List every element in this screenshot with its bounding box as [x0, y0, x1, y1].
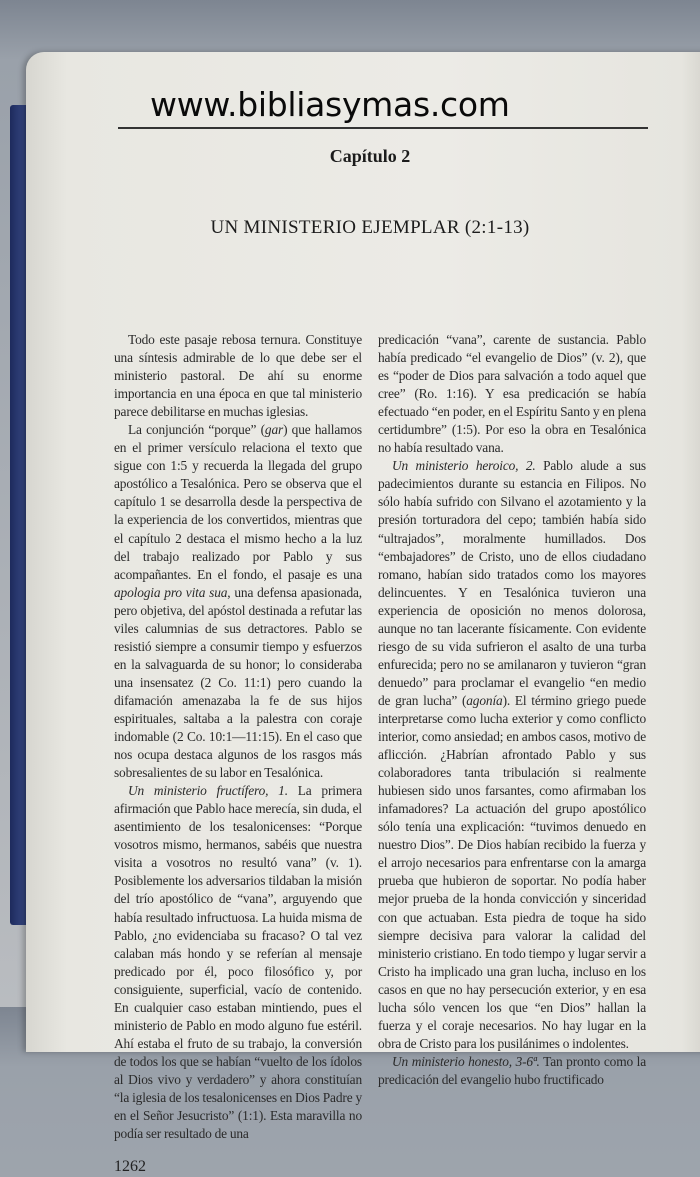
paragraph-text: ) que hallamos en el primer versículo relaciona el texto que sigue con 1:5 y recuerda la llegada del grupo apostólico a Tesalónica. Pero se observa que el capítulo 1 se desarrolla desde la perspectiva de la experiencia de los convertidos, mientras que el capítulo 2 destaca el mismo hecho a la luz del trabajo realizado por Pablo y sus acompañantes. En el fondo, el pasaje es una: [114, 422, 362, 582]
paragraph: [378, 1053, 646, 1089]
left-column-wrapper: [114, 331, 362, 1177]
chapter-heading: Capítulo 2: [329, 146, 411, 166]
website-watermark: www.bibliasymas.com: [150, 85, 510, 124]
paragraph-text: predicación “vana”, carente de sustancia. Pablo había predicado “el evangelio de Dios” (v. 2), que es “poder de Dios para salvación a todo aquel que cree” (Ro. 1:16). Y esa predicación se había efectuado “en poder, en el Espíritu Santo y en plena certidumbre” (1:5). Por eso la obra en Tesalónica no había resultado vana.: [378, 332, 646, 456]
paragraph-text: La conjunción “porque” (: [128, 422, 265, 438]
paragraph: [378, 331, 646, 457]
italic-text: Un ministerio heroico, 2.: [392, 458, 536, 474]
paragraph-text: La primera afirmación que Pablo hace merecía, sin duda, el asentimiento de los tesalonicenses: “Porque vosotros mismo, hermanos, sabéis que nuestra visita a vosotros no resultó vana” (v. 1). Posiblemente los adversarios tildaban la misión del trío apostólico de “vana”, arguyendo que había resultado infructuosa. La huida misma de Pablo, ¿no evidenciaba su fracaso? O tal vez calaban más hondo y se referían al mensaje predicado por él, poco filosófico y, por consiguiente, superficial, vacío de contenido. En cualquier caso estaban mintiendo, pues el ministerio de Pablo en modo alguno fue estéril. Ahí estaba el fruto de su trabajo, la conversión de todos los que se habían “vuelto de los ídolos al Dios vivo y verdadero” y ahora constituían “la iglesia de los tesalonicenses en Dios Padre y en el Señor Jesucristo” (1:1). Esta maravilla no podía ser resultado de una: [114, 783, 362, 1142]
paragraph-text: Tan pronto como la predicación del evangelio hubo fructificado: [378, 1053, 647, 1087]
section-title: UN MINISTERIO EJEMPLAR (2:1-13): [210, 217, 530, 238]
italic-text: Un ministerio honesto, 3-6ª.: [392, 1053, 540, 1069]
paragraph-text: , una defensa apasionada, pero objetiva, del apóstol destinada a refutar las viles calumnias de sus detractores. Pablo se resistió siempre a consumir tiempo y esfuerzos en la salvaguarda de su honor; lo consideraba una insensatez (2 Co. 11:1) pero cuando la difamación amenazaba la fe de sus hijos espirituales, saltaba a la palestra con coraje indomable (2 Co. 10:1—11:15). En el caso que nos ocupa destaca algunos de los rasgos más sobresalientes de su labor en Tesalónica.: [114, 584, 362, 781]
left-text-column: [114, 331, 362, 1143]
italic-text: agonía: [466, 692, 503, 708]
italic-text: apologia pro vita sua: [114, 584, 228, 600]
paragraph-text: ). El término griego puede interpretarse como lucha exterior y como conflicto interior, como ansiedad; en ambos casos, motivo de aflicción. ¿Habrían afrontado Pablo y sus colaboradores tanta tribulación si realmente hubiesen sido unos farsantes, como afirmaban los infamadores? La actuación del grupo apostólico sólo tenía una explicación: “tuvimos denuedo en nuestro Dios”. De Dios habían recibido la fuerza y el arrojo necesarios para enfrentarse con la amarga prueba que hubieron de soportar. No podía haber mejor prueba de la honda convicción y sinceridad con que actuaban. Esta piedra de toque ha sido siempre decisiva para valorar la calidad del ministerio cristiano. En todo tiempo y lugar servir a Cristo ha implicado una gran lucha, incluso en los casos en que no hay persecución exterior, y en esa lucha sólo vencen los que “en Dios” hallan la fuerza y el coraje necesarios. No hay lugar en la obra de Cristo para los pusilánimes o indolentes.: [378, 692, 646, 1051]
header-rule: [118, 127, 648, 129]
right-text-column: [378, 331, 646, 1089]
italic-text: Un ministerio fructífero, 1.: [128, 783, 288, 799]
paragraph: [114, 782, 362, 1143]
paragraph-text: Pablo alude a sus padecimientos durante su estancia en Filipos. No sólo había sufrido con Silvano el azotamiento y la presión torturadora del cepo; también había sido “ultrajados”, moralmente humillados. Dos “embajadores” de Cristo, uno de ellos ciudadano romano, habían sido tratados como los mayores delincuentes. Y en Tesalónica tuvieron una experiencia de oposición no menos dolorosa, aunque no tan lacerante físicamente. Con evidente riesgo de su vida sufrieron el asalto de una turba enfurecida; pero no se amilanaron y tuvieron “gran denuedo” para proclamar el evangelio “en medio de gran lucha” (: [378, 458, 646, 708]
italic-text: gar: [264, 422, 284, 438]
paragraph: [114, 421, 362, 782]
text-columns: [114, 331, 646, 1177]
page-number: 1262: [114, 1158, 146, 1176]
paragraph-text: Todo este pasaje rebosa ternura. Constituye una síntesis admirable de lo que debe ser el ministerio pastoral. De ahí su enorme importancia en una época en que tal ministerio parece debilitarse en muchas iglesias.: [114, 332, 362, 420]
paragraph: [114, 331, 362, 421]
paragraph: [378, 457, 646, 1053]
